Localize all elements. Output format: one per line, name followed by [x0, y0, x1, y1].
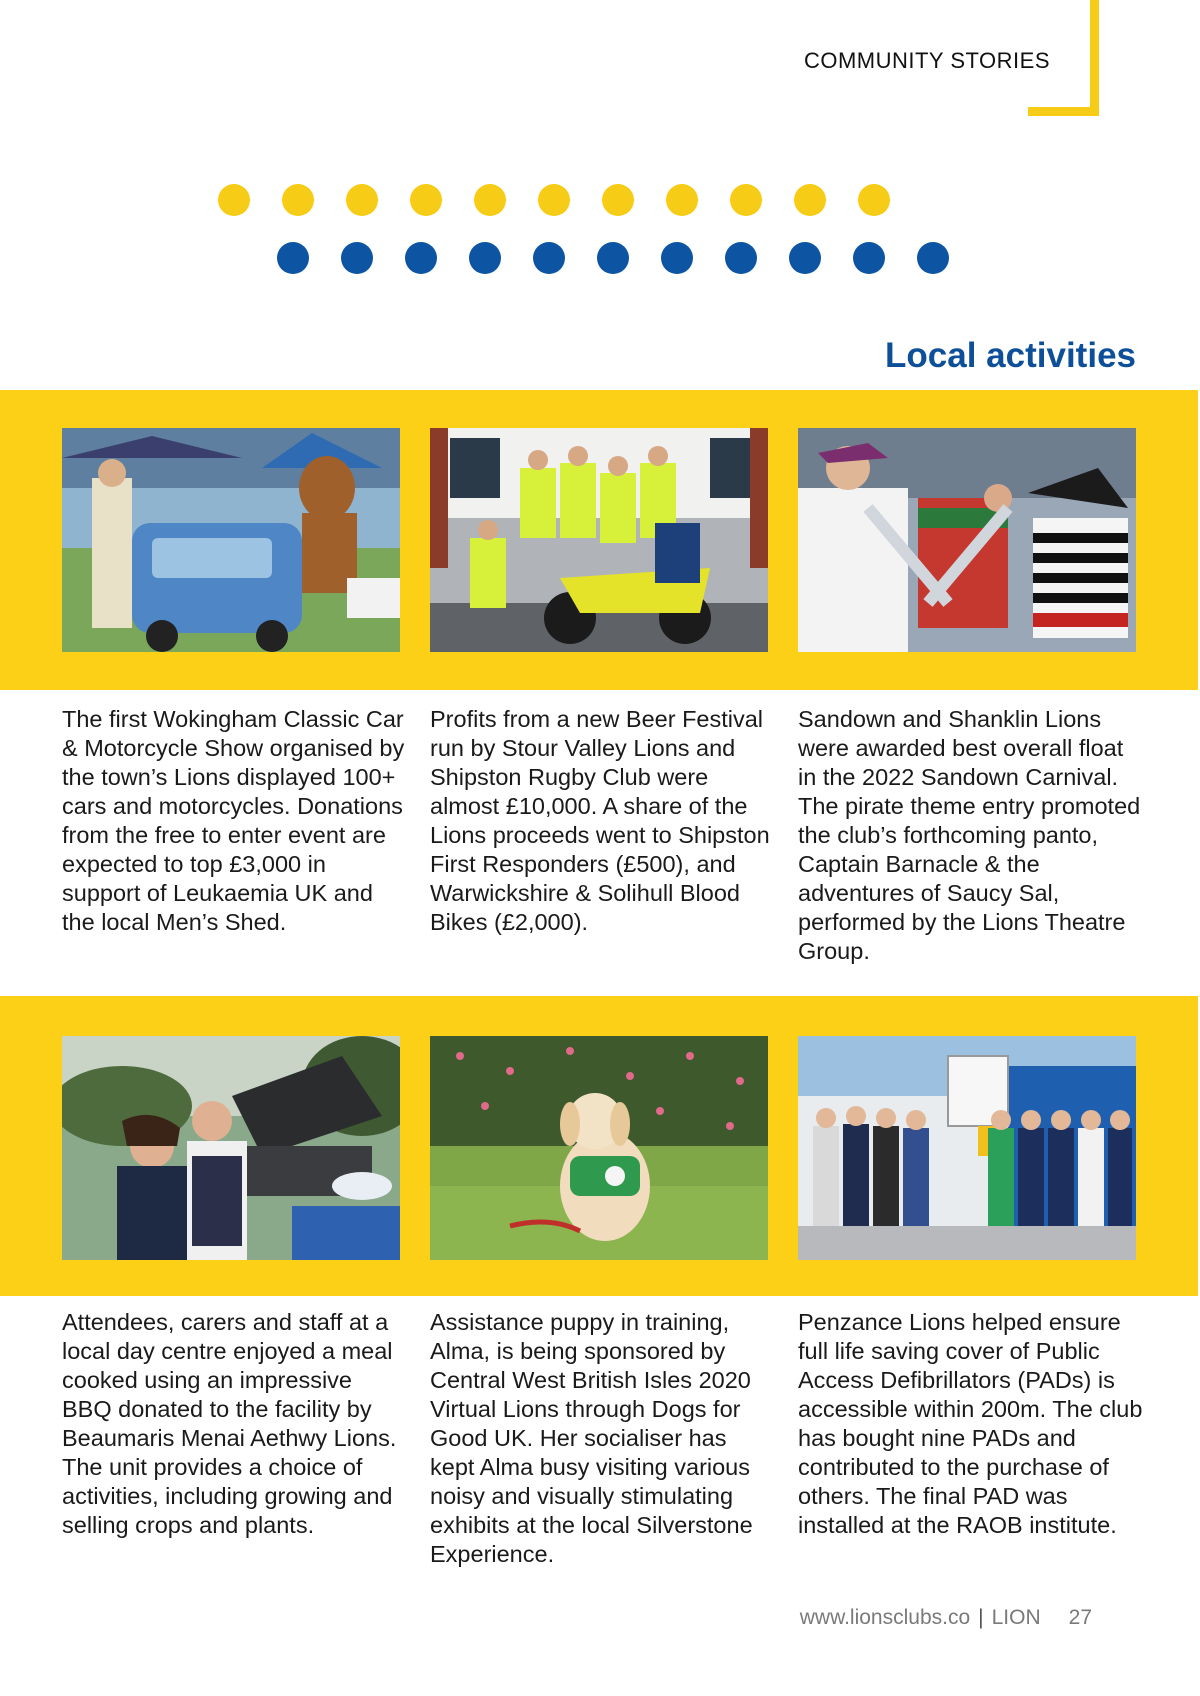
yellow-dot	[218, 184, 250, 216]
footer-magazine: LION	[991, 1606, 1041, 1629]
page-heading: Local activities	[885, 336, 1136, 375]
blue-dot	[597, 242, 629, 274]
blue-dot	[917, 242, 949, 274]
classic-car-show-photo	[62, 428, 400, 652]
yellow-dot	[666, 184, 698, 216]
footer-url[interactable]: www.lionsclubs.co	[799, 1606, 971, 1629]
yellow-dot	[474, 184, 506, 216]
story-caption-6: Penzance Lions helped ensure full life saving cover of Public Access Defibrillators (PADs) is accessible within 200m. The club has bought nine PADs and contributed to the purchase of others. The final PAD was installed at the RAOB institute.	[798, 1309, 1143, 1538]
blue-dot	[725, 242, 757, 274]
story-caption-1: The first Wokingham Classic Car & Motorcycle Show organised by the town’s Lions displayed 100+ cars and motorcycles. Donations from the free to enter event are expected to top £3,000 in support of Leukaemia UK and the local Men’s Shed.	[62, 706, 405, 935]
blue-dot	[661, 242, 693, 274]
yellow-dot	[346, 184, 378, 216]
blue-dot	[533, 242, 565, 274]
page-number: 27	[1068, 1606, 1092, 1629]
yellow-dot	[410, 184, 442, 216]
story-caption-5: Assistance puppy in training, Alma, is being sponsored by Central West British Isles 2020 Virtual Lions through Dogs for Good UK. Her socialiser has kept Alma busy visiting various noisy and visually stimulating exhibits at the local Silverstone Experience.	[430, 1309, 753, 1567]
blue-dot	[277, 242, 309, 274]
story-caption-3: Sandown and Shanklin Lions were awarded best overall float in the 2022 Sandown Carnival. The pirate theme entry promoted the club’s forthcoming panto, Captain Barnacle & the adventures of Saucy Sal, performed by the Lions Theatre Group.	[798, 706, 1141, 964]
pirate-carnival-photo	[798, 428, 1136, 652]
section-label: COMMUNITY STORIES	[803, 48, 1050, 73]
blue-dot	[469, 242, 501, 274]
blood-bikes-photo	[430, 428, 768, 652]
raob-defibrillator-photo	[798, 1036, 1136, 1260]
blue-dot	[341, 242, 373, 274]
yellow-dot	[602, 184, 634, 216]
page-footer	[800, 1606, 1092, 1630]
blue-dot	[405, 242, 437, 274]
yellow-dot	[730, 184, 762, 216]
blue-dot	[853, 242, 885, 274]
yellow-dot	[858, 184, 890, 216]
bbq-photo	[62, 1036, 400, 1260]
assistance-puppy-photo	[430, 1036, 768, 1260]
corner-accent-vertical	[1090, 0, 1099, 116]
story-caption-4: Attendees, carers and staff at a local day centre enjoyed a meal cooked using an impressive BBQ donated to the facility by Beaumaris Menai Aethwy Lions. The unit provides a choice of activities, including growing and selling crops and plants.	[62, 1309, 397, 1538]
footer-separator: |	[978, 1606, 984, 1629]
story-caption-2: Profits from a new Beer Festival run by Stour Valley Lions and Shipston Rugby Club were almost £10,000. A share of the Lions proceeds went to Shipston First Responders (£500), and Warwickshire & Solihull Blood Bikes (£2,000).	[430, 706, 770, 935]
corner-accent-horizontal	[1028, 107, 1099, 116]
blue-dot	[789, 242, 821, 274]
yellow-dot	[794, 184, 826, 216]
yellow-dot	[282, 184, 314, 216]
yellow-dot	[538, 184, 570, 216]
